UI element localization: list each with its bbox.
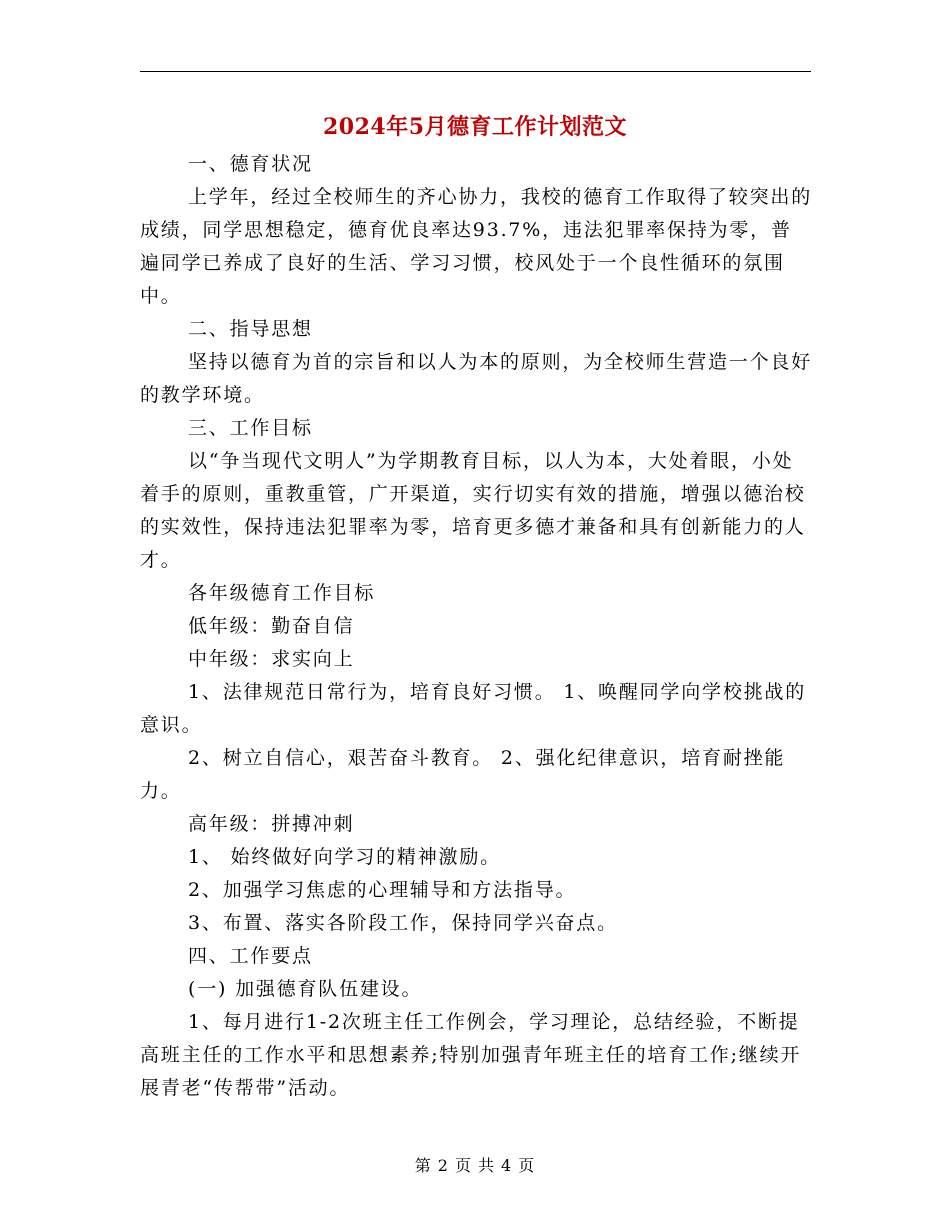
section-heading-1: 一、德育状况 [188,153,313,175]
section-heading-3: 三、工作目标 [188,417,313,439]
low-grade-line: 低年级：勤奋自信 [188,615,355,637]
section-heading-2: 二、指导思想 [188,318,313,340]
list-item: 2、树立自信心，艰苦奋斗教育。 2、强化纪律意识，培育耐挫能力。 [140,747,786,802]
list-item: 1、 始终做好向学习的精神激励。 [188,846,501,868]
paragraph-3: 以“争当现代文明人”为学期教育目标，以人为本，大处着眼，小处着手的原则，重教重管，广开渠道，实行切实有效的措施，增强以德治校的实效性，保持违法犯罪率为零，培育更多德才兼备和具有创新能力的人才。 [140,450,806,571]
high-grade-line: 高年级：拼搏冲刺 [188,813,355,835]
page-total: 4 [501,1156,513,1175]
footer-di: 第 [414,1156,432,1175]
footer-ye: 页 [454,1156,472,1175]
list-item: 3、布置、落实各阶段工作，保持同学兴奋点。 [188,912,618,934]
list-item: 2、加强学习焦虑的心理辅导和方法指导。 [188,879,577,901]
footer-ye2: 页 [518,1156,536,1175]
grade-goals-heading: 各年级德育工作目标 [188,582,376,604]
mid-grade-line: 中年级：求实向上 [188,648,355,670]
document-title: 2024年5月德育工作计划范文 [322,114,628,140]
footer-gong: 共 [478,1156,496,1175]
page-number: 2 [437,1156,449,1175]
list-item: 1、法律规范日常行为，培育良好习惯。 1、唤醒同学向学校挑战的意识。 [140,681,807,736]
subsection-heading-1: (一) 加强德育队伍建设。 [188,978,423,1000]
section-heading-4: 四、工作要点 [188,945,313,967]
page-footer [0,1153,950,1176]
paragraph-4: 1、每月进行1-2次班主任工作例会，学习理论，总结经验，不断提高班主任的工作水平和思想素养;特别加强青年班主任的培育工作;继续开展青老“传帮带”活动。 [140,1011,802,1099]
header-rule [140,71,811,72]
paragraph-2: 坚持以德育为首的宗旨和以人为本的原则，为全校师生营造一个良好的教学环境。 [140,351,813,406]
paragraph-1: 上学年，经过全校师生的齐心协力，我校的德育工作取得了较突出的成绩，同学思想稳定，德育优良率达93.7%，违法犯罪率保持为零，普遍同学已养成了良好的生活、学习习惯，校风处于一个良性循环的氛围中。 [140,186,813,307]
document-body [140,148,812,1105]
